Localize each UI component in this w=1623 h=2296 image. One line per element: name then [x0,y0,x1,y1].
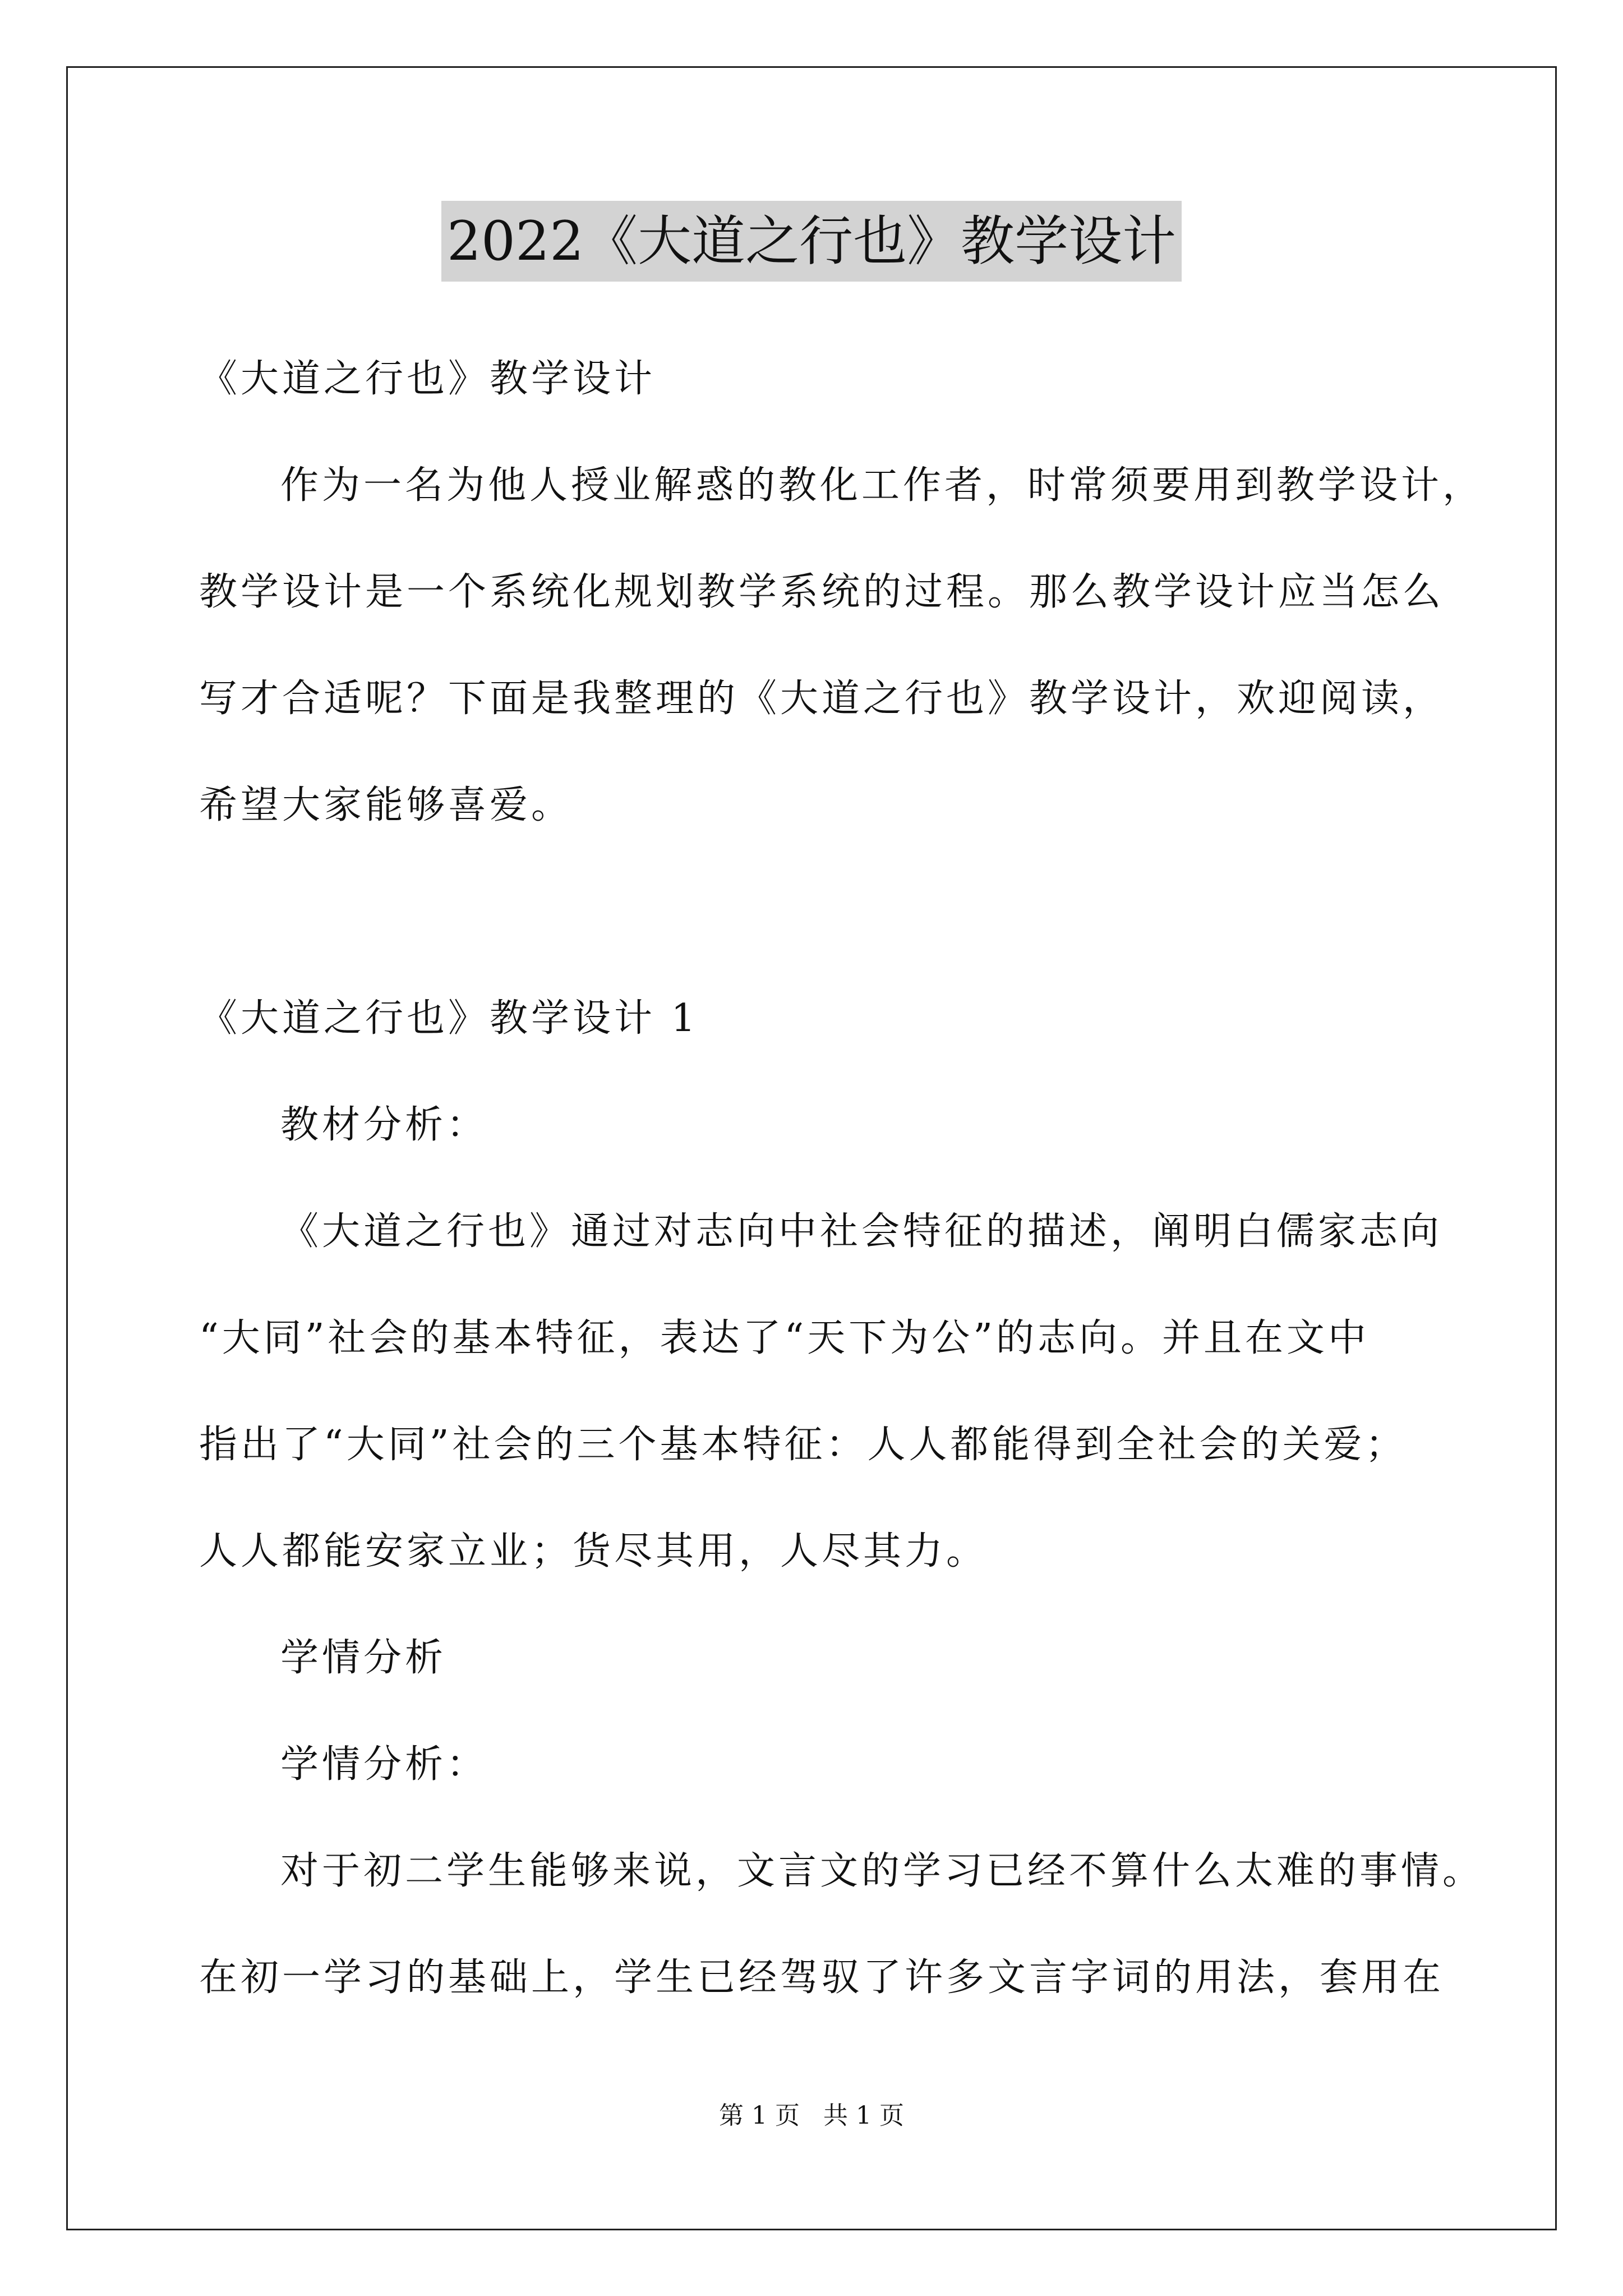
learner-heading: 学情分析 [280,1636,447,1680]
intro-line-4: 希望大家能够喜爱。 [199,783,573,827]
document-title: 2022《大道之行也》教学设计 [441,201,1182,282]
material-heading: 教材分析： [280,1103,488,1147]
intro-line-3: 写才合适呢？下面是我整理的《大道之行也》教学设计，欢迎阅读， [199,677,1445,721]
learner-line-2: 在初一学习的基础上，学生已经驾驭了许多文言字词的用法，套用在 [199,1955,1445,2000]
page-footer: 第 1 页 共 1 页 [719,2101,904,2130]
learner-line-1: 对于初二学生能够来说，文言文的学习已经不算什么太难的事情。 [280,1849,1484,1893]
material-line-1: 《大道之行也》通过对志向中社会特征的描述，阐明白儒家志向 [280,1209,1443,1254]
material-line-2: “大同”社会的基本特征，表达了“天下为公”的志向。并且在文中 [199,1316,1370,1360]
intro-line-2: 教学设计是一个系统化规划教学系统的过程。那么教学设计应当怎么 [199,570,1445,614]
title-container [0,201,1623,282]
subtitle: 《大道之行也》教学设计 [199,357,656,401]
section-heading: 《大道之行也》教学设计 1 [199,996,699,1041]
material-line-4: 人人都能安家立业；货尽其用，人尽其力。 [199,1529,988,1573]
material-line-3: 指出了“大同”社会的三个基本特征：人人都能得到全社会的关爱； [199,1423,1407,1467]
learner-subheading: 学情分析： [280,1742,488,1787]
intro-line-1: 作为一名为他人授业解惑的教化工作者，时常须要用到教学设计， [280,463,1484,508]
